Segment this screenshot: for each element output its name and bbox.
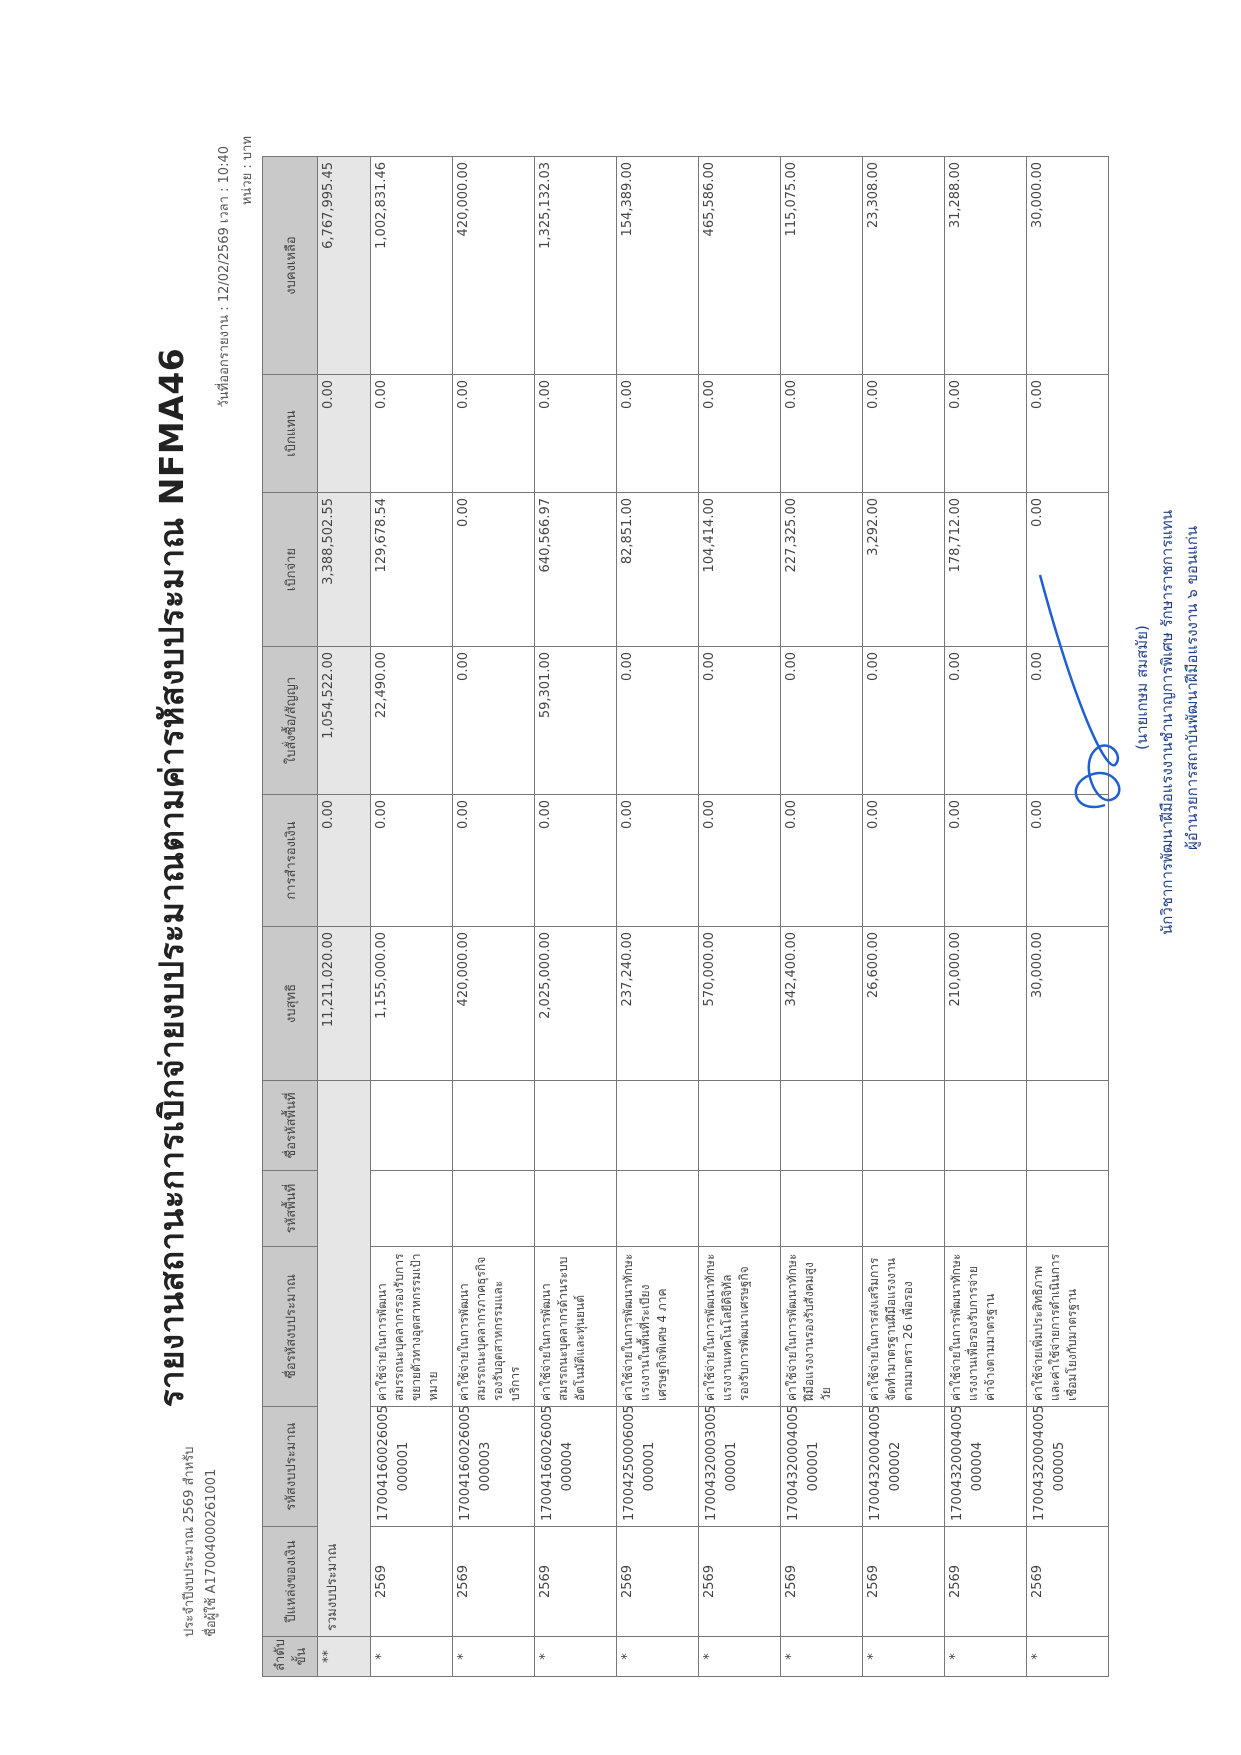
row-reserve: 0.00 [863, 795, 945, 927]
row-area-code [617, 1171, 699, 1247]
row-area-code [371, 1171, 453, 1247]
row-po: 0.00 [863, 647, 945, 795]
row-budget-code-sub: 000003 [478, 1441, 493, 1492]
row-proxy: 0.00 [863, 375, 945, 493]
total-level: ** [318, 1637, 371, 1677]
signer-position-1: นักวิชาการพัฒนาฝีมือแรงงานชำนาญการพิเศษ รักษาราชการแทน [1158, 509, 1176, 935]
row-level: * [699, 1637, 781, 1677]
row-remaining: 23,308.00 [863, 157, 945, 375]
row-budget-code-main: 17004160026005 [376, 1405, 391, 1521]
table-row [781, 157, 863, 1677]
row-budget-name: ค่าใช้จ่ายในการพัฒนาสมรรถนะบุคลากรภาคธุรกิจรองรับอุตสาหกรรมและบริการ [453, 1247, 535, 1407]
row-budget-name: ค่าใช้จ่ายในการพัฒนาทักษะแรงงานเพื่อรองรับการจ่ายค่าจ้างตามมาตรฐาน [945, 1247, 1027, 1407]
row-remaining: 31,288.00 [945, 157, 1027, 375]
row-area-name [617, 1081, 699, 1171]
unit-label: หน่วย : บาท [240, 136, 255, 206]
row-disbursed: 640,566.97 [535, 493, 617, 647]
row-budget-code [863, 1407, 945, 1527]
row-level: * [781, 1637, 863, 1677]
row-net: 342,400.00 [781, 927, 863, 1081]
row-reserve: 0.00 [945, 795, 1027, 927]
row-level: * [535, 1637, 617, 1677]
row-budget-name: ค่าใช้จ่ายเพิ่มประสิทธิภาพและค่าใช้จ่ายการดำเนินการเชื่อมโยงกับมาตรฐาน [1027, 1247, 1109, 1407]
row-area-name [371, 1081, 453, 1171]
col-header-po: ใบสั่งซื้อ/สัญญา [263, 647, 318, 795]
row-budget-code-sub: 000002 [888, 1441, 903, 1492]
row-disbursed: 104,414.00 [699, 493, 781, 647]
row-proxy: 0.00 [945, 375, 1027, 493]
table-row [535, 157, 617, 1677]
row-budget-name: ค่าใช้จ่ายในการส่งเสริมการจัดทำมาตรฐานฝีมือแรงงานตามมาตรา 26 เพื่อรอง [863, 1247, 945, 1407]
row-proxy: 0.00 [617, 375, 699, 493]
row-budget-code-main: 17004160026005 [458, 1405, 473, 1521]
col-header-reserve: การสำรองเงิน [263, 795, 318, 927]
table-row [1027, 157, 1109, 1677]
row-disbursed: 129,678.54 [371, 493, 453, 647]
total-label: รวมงบประมาณ [318, 1081, 371, 1637]
budget-table [262, 156, 1109, 1677]
row-remaining: 1,002,831.46 [371, 157, 453, 375]
row-year: 2569 [1027, 1527, 1109, 1637]
col-header-area-name: ชื่อรหัสพื้นที่ [263, 1081, 318, 1171]
row-po: 0.00 [617, 647, 699, 795]
row-level: * [1027, 1637, 1109, 1677]
row-level: * [863, 1637, 945, 1677]
row-year: 2569 [699, 1527, 781, 1637]
row-area-name [535, 1081, 617, 1171]
total-remaining: 6,767,995.45 [318, 157, 371, 375]
row-proxy: 0.00 [371, 375, 453, 493]
col-header-disbursed: เบิกจ่าย [263, 493, 318, 647]
row-remaining: 465,586.00 [699, 157, 781, 375]
row-budget-code [1027, 1407, 1109, 1527]
row-area-code [945, 1171, 1027, 1247]
row-budget-name: ค่าใช้จ่ายในการพัฒนาทักษะแรงงานในพื้นที่ระเบียงเศรษฐกิจพิเศษ 4 ภาค [617, 1247, 699, 1407]
row-disbursed: 3,292.00 [863, 493, 945, 647]
row-area-name [781, 1081, 863, 1171]
col-header-level: ลำดับขั้น [263, 1637, 318, 1677]
table-row [371, 157, 453, 1677]
row-budget-code [945, 1407, 1027, 1527]
row-budget-code-main: 17004320004005 [1032, 1405, 1047, 1521]
signer-name: (นายเกษม สมสมัย) [1133, 625, 1151, 750]
row-budget-code-sub: 000001 [396, 1441, 411, 1492]
row-remaining: 30,000.00 [1027, 157, 1109, 375]
signer-position-2: ผู้อำนวยการสถาบันพัฒนาฝีมือแรงงาน ๖ ขอนแก่น [1183, 525, 1201, 850]
table-row [945, 157, 1027, 1677]
row-po: 59,301.00 [535, 647, 617, 795]
table-row [453, 157, 535, 1677]
row-proxy: 0.00 [781, 375, 863, 493]
row-budget-code [781, 1407, 863, 1527]
row-budget-code-main: 17004320003005 [704, 1405, 719, 1521]
row-reserve: 0.00 [617, 795, 699, 927]
row-year: 2569 [535, 1527, 617, 1637]
row-area-name [453, 1081, 535, 1171]
row-area-name [1027, 1081, 1109, 1171]
row-area-code [863, 1171, 945, 1247]
user-line: ชื่อผู้ใช้ A17004000261001 [204, 1468, 219, 1637]
total-reserve: 0.00 [318, 795, 371, 927]
col-header-net-budget: งบสุทธิ [263, 927, 318, 1081]
row-disbursed: 82,851.00 [617, 493, 699, 647]
row-proxy: 0.00 [453, 375, 535, 493]
row-net: 420,000.00 [453, 927, 535, 1081]
row-disbursed: 178,712.00 [945, 493, 1027, 647]
row-budget-code-sub: 000001 [806, 1441, 821, 1492]
row-level: * [945, 1637, 1027, 1677]
row-budget-code [617, 1407, 699, 1527]
row-area-code [535, 1171, 617, 1247]
fiscal-year-line: ประจำปีงบประมาณ 2569 สำหรับ [182, 1446, 197, 1637]
row-budget-name: ค่าใช้จ่ายในการพัฒนาสมรรถนะบุคลากรรองรับการขยายตัวทางอุตสาหกรรมเป้าหมาย [371, 1247, 453, 1407]
row-po: 0.00 [781, 647, 863, 795]
row-budget-code-main: 17004160026005 [540, 1405, 555, 1521]
row-disbursed: 0.00 [1027, 493, 1109, 647]
table-row [617, 157, 699, 1677]
row-disbursed: 227,325.00 [781, 493, 863, 647]
row-area-code [781, 1171, 863, 1247]
row-reserve: 0.00 [535, 795, 617, 927]
row-budget-code-sub: 000001 [642, 1441, 657, 1492]
row-net: 237,240.00 [617, 927, 699, 1081]
total-row [318, 157, 371, 1677]
col-header-remaining: งบคงเหลือ [263, 157, 318, 375]
row-year: 2569 [863, 1527, 945, 1637]
col-header-proxy: เบิกแทน [263, 375, 318, 493]
row-area-code [453, 1171, 535, 1247]
row-net: 210,000.00 [945, 927, 1027, 1081]
row-area-name [945, 1081, 1027, 1171]
row-proxy: 0.00 [699, 375, 781, 493]
row-reserve: 0.00 [781, 795, 863, 927]
row-year: 2569 [945, 1527, 1027, 1637]
row-proxy: 0.00 [1027, 375, 1109, 493]
row-area-code [1027, 1171, 1109, 1247]
row-net: 30,000.00 [1027, 927, 1109, 1081]
row-year: 2569 [371, 1527, 453, 1637]
row-po: 0.00 [699, 647, 781, 795]
row-budget-code-sub: 000004 [560, 1441, 575, 1492]
row-area-name [863, 1081, 945, 1171]
row-budget-name: ค่าใช้จ่ายในการพัฒนาทักษะแรงงานเทคโนโลยีดิจิทัลรองรับการพัฒนาเศรษฐกิจ [699, 1247, 781, 1407]
table-header-row [263, 157, 318, 1677]
signature-scribble [1035, 565, 1145, 825]
row-remaining: 115,075.00 [781, 157, 863, 375]
table-row [863, 157, 945, 1677]
row-budget-code [699, 1407, 781, 1527]
col-header-area-code: รหัสพื้นที่ [263, 1171, 318, 1247]
row-reserve: 0.00 [371, 795, 453, 927]
report-title: รายงานสถานะการเบิกจ่ายงบประมาณตามค่ารหัสงบประมาณ NFMA46 [152, 347, 191, 1408]
row-area-code [699, 1171, 781, 1247]
row-budget-code-main: 17004320004005 [786, 1405, 801, 1521]
row-budget-code-main: 17004320004005 [868, 1405, 883, 1521]
total-disbursed: 3,388,502.55 [318, 493, 371, 647]
col-header-budget-code: รหัสงบประมาณ [263, 1407, 318, 1527]
row-budget-code-sub: 000004 [970, 1441, 985, 1492]
row-po: 0.00 [1027, 647, 1109, 795]
print-datetime: วันที่ออกรายงาน : 12/02/2569 เวลา : 10:40 [217, 146, 232, 408]
row-net: 26,600.00 [863, 927, 945, 1081]
table-row [699, 157, 781, 1677]
row-remaining: 154,389.00 [617, 157, 699, 375]
row-reserve: 0.00 [699, 795, 781, 927]
row-level: * [617, 1637, 699, 1677]
row-budget-code [371, 1407, 453, 1527]
row-budget-name: ค่าใช้จ่ายในการพัฒนาสมรรถนะบุคลากรด้านระบบอัตโนมัติและหุ่นยนต์ [535, 1247, 617, 1407]
col-header-budget-name: ชื่อรหัสงบประมาณ [263, 1247, 318, 1407]
row-remaining: 1,325,132.03 [535, 157, 617, 375]
row-budget-code-main: 17004250006005 [622, 1405, 637, 1521]
row-budget-code-main: 17004320004005 [950, 1405, 965, 1521]
row-po: 0.00 [453, 647, 535, 795]
row-year: 2569 [617, 1527, 699, 1637]
total-po: 1,054,522.00 [318, 647, 371, 795]
row-year: 2569 [781, 1527, 863, 1637]
row-budget-code [453, 1407, 535, 1527]
row-remaining: 420,000.00 [453, 157, 535, 375]
col-header-year: ปีแหล่งของเงิน [263, 1527, 318, 1637]
row-net: 1,155,000.00 [371, 927, 453, 1081]
row-level: * [453, 1637, 535, 1677]
row-budget-code [535, 1407, 617, 1527]
total-proxy: 0.00 [318, 375, 371, 493]
row-area-name [699, 1081, 781, 1171]
row-po: 22,490.00 [371, 647, 453, 795]
row-net: 570,000.00 [699, 927, 781, 1081]
row-proxy: 0.00 [535, 375, 617, 493]
row-level: * [371, 1637, 453, 1677]
row-budget-code-sub: 000005 [1052, 1441, 1067, 1492]
total-net: 11,211,020.00 [318, 927, 371, 1081]
row-reserve: 0.00 [453, 795, 535, 927]
row-budget-name: ค่าใช้จ่ายในการพัฒนาทักษะฝีมือแรงงานรองรับสังคมสูงวัย [781, 1247, 863, 1407]
row-budget-code-sub: 000001 [724, 1441, 739, 1492]
row-disbursed: 0.00 [453, 493, 535, 647]
row-reserve: 0.00 [1027, 795, 1109, 927]
row-net: 2,025,000.00 [535, 927, 617, 1081]
row-po: 0.00 [945, 647, 1027, 795]
row-year: 2569 [453, 1527, 535, 1637]
